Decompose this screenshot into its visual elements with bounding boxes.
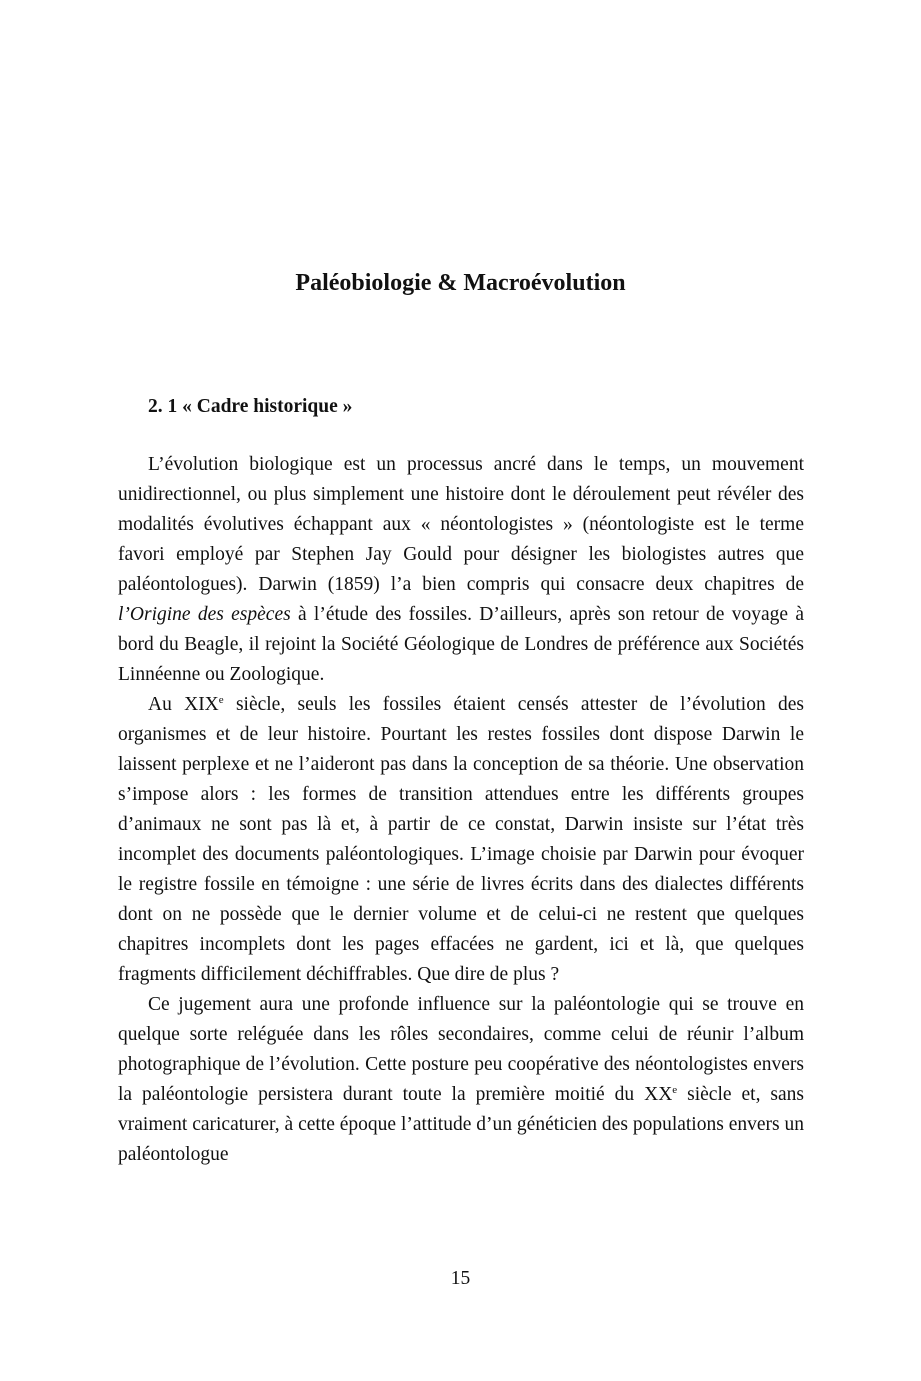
page-title: Paléobiologie & Macroévolution (295, 270, 626, 296)
paragraph-3-text-before: Ce jugement aura une profonde influence sur la paléontologie qui se trouve en quelque sorte reléguée dans les rôles secondaires, comme celui de réunir l’album photographique de l’évolution. Cette posture peu coopérative des néontologistes envers la paléontologie persistera durant toute la première moitié du XX (118, 994, 804, 1105)
paragraph-2-text-after: siècle, seuls les fossiles étaient censés attester de l’évolution des organismes et de leur histoire. Pourtant les restes fossiles dont dispose Darwin le laissent perplexe et ne l’aideront pas dans la conception de sa théorie. Une observation s’impose alors : les formes de transition attendues entre les différents groupes d’animaux ne sont pas là et, à partir de ce constat, Darwin insiste sur l’état très incomplet des documents paléontologiques. L’image choisie par Darwin pour évoquer le registre fossile en témoigne : une série de livres écrits dans des dialectes différents dont on ne possède que le dernier volume et de celui-ci ne restent que quelques chapitres incomplets dont les pages effacées ne gardent, ici et là, que quelques fragments difficilement déchiffrables. Que dire de plus ? (118, 694, 804, 985)
section-heading: 2. 1 « Cadre historique » (148, 396, 353, 417)
paragraph-3-text-after: siècle et, sans vraiment caricaturer, à cette époque l’attitude d’un généticien des populations envers un paléontologue (118, 1084, 804, 1165)
paragraph-2-text-before: Au XIX (148, 694, 219, 715)
paragraph-2 (118, 690, 804, 990)
century-superscript: e (218, 694, 224, 706)
paragraph-1-text-before: L’évolution biologique est un processus ancré dans le temps, un mouvement unidirectionnel, ou plus simplement une histoire dont le déroulement peut révéler des modalités évolutives échappant aux « néontologistes » (néontologiste est le terme favori employé par Stephen Jay Gould pour désigner les biologistes autres que paléontologues). Darwin (1859) l’a bien compris qui consacre deux chapitres de (118, 454, 804, 595)
page-number: 15 (450, 1268, 471, 1289)
century-superscript: e (672, 1084, 678, 1096)
body-text (118, 450, 804, 1170)
paragraph-1 (118, 450, 804, 690)
paragraph-3 (118, 990, 804, 1170)
book-title-italic: l’Origine des espèces (118, 604, 291, 625)
paragraph-1-text-after: à l’étude des fossiles. D’ailleurs, après son retour de voyage à bord du Beagle, il rejoint la Société Géologique de Londres de préférence aux Sociétés Linnéenne ou Zoologique. (118, 604, 804, 685)
